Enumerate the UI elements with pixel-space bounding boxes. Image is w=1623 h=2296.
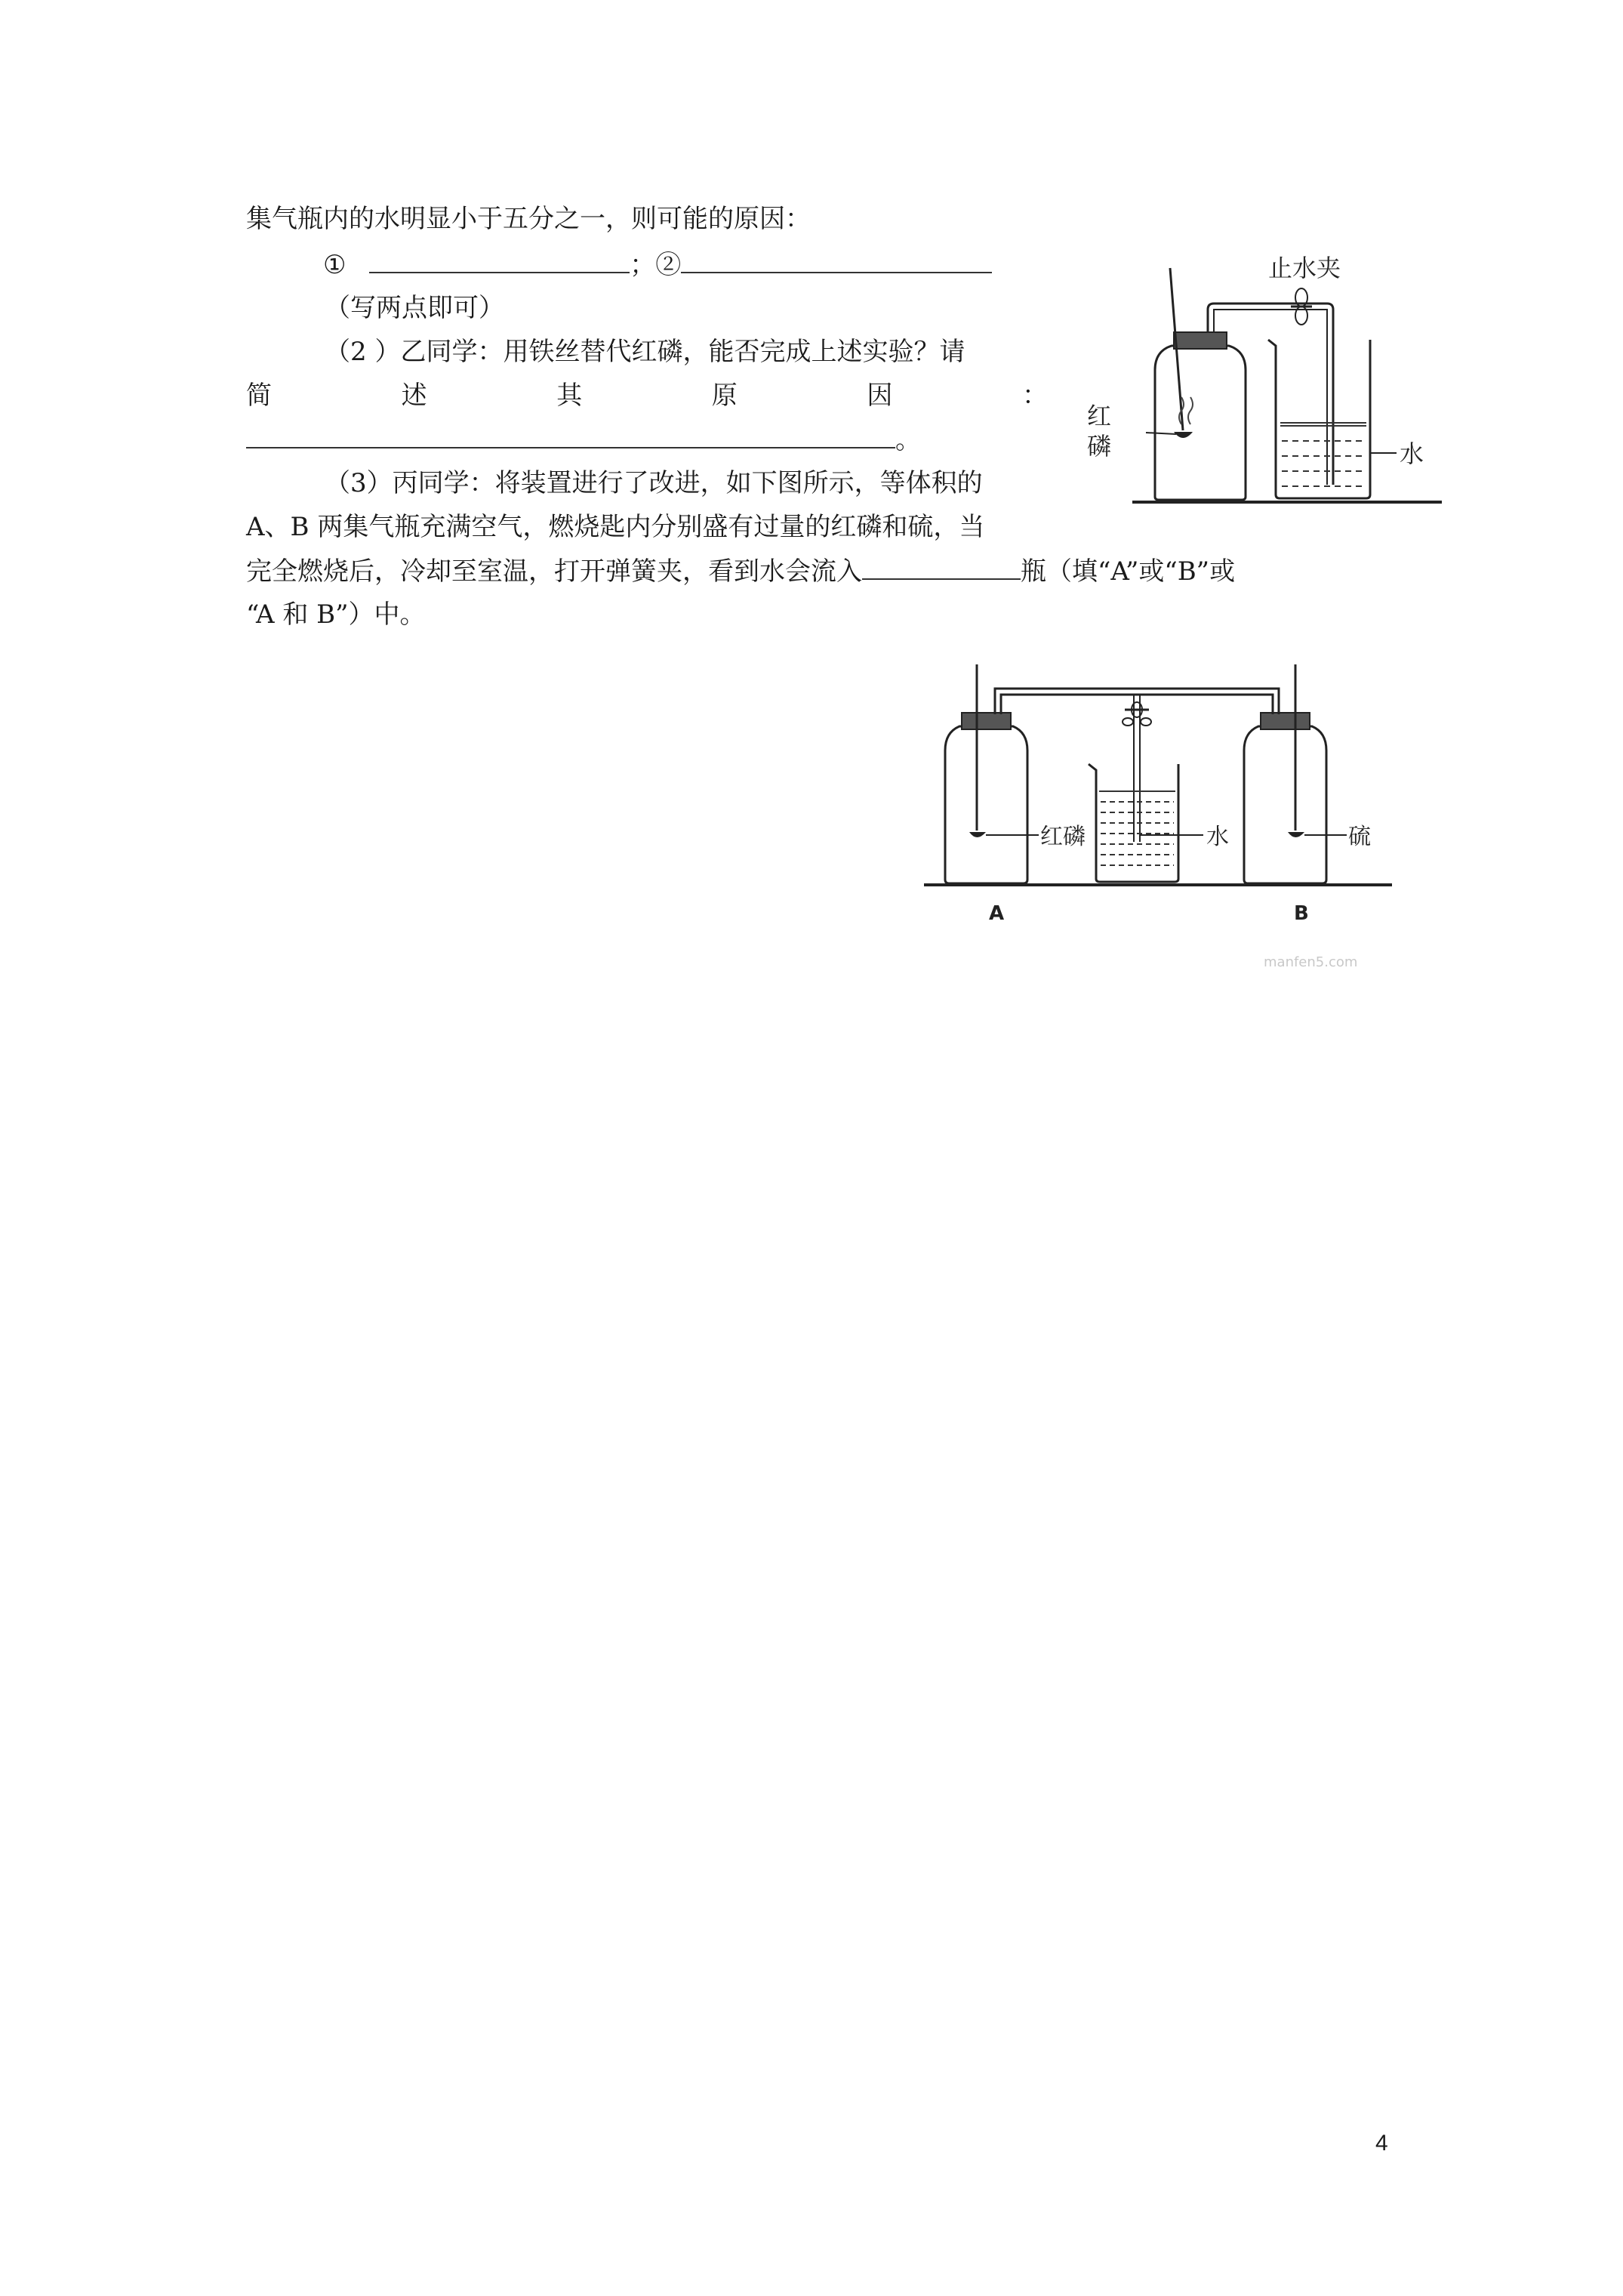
q3-line1: （3）丙同学：将装置进行了改进，如下图所示，等体积的 [325,468,983,498]
fig1-phos-label-1: 红 [1087,402,1112,430]
fig1-spoon [1174,432,1193,438]
q1-blanks-row [323,249,992,280]
fig1-tube-inner [1214,310,1327,485]
fig1-beaker [1268,340,1370,498]
q3-line4: “A 和 B”）中。 [246,599,426,630]
fig2-phos-label: 红磷 [1040,824,1086,850]
fig1-stopper [1174,332,1227,349]
q3-line3-tail: 瓶（填“A”或“B”或 [1021,556,1236,587]
q2-char: 原 [711,381,738,411]
q2-char: 其 [556,381,583,411]
q1-lead: 集气瓶内的水明显小于五分之一，则可能的原因： [246,204,811,234]
apparatus-figure-2 [924,649,1392,982]
q1-separator: ； [630,250,656,280]
q3-line3 [246,556,1235,587]
fig2-clip [1123,702,1151,726]
q1-circ2: ② [655,250,682,280]
q1-hint: （写两点即可） [325,293,504,323]
fig2-watermark: manfen5.com [1264,954,1358,970]
q2-spread-line [246,381,1048,411]
fig2-bottle-a [945,726,1027,883]
fig2-water [1099,791,1175,865]
fig2-bottle-b [1244,726,1326,883]
q2-char: 简 [246,381,272,411]
q3-line2: A、B 两集气瓶充满空气，燃烧匙内分别盛有过量的红磷和硫，当 [246,512,985,542]
fig1-water [1280,423,1366,486]
fig1-phos-label-2: 磷 [1087,432,1112,461]
apparatus-figure-1 [1087,249,1442,506]
fig2-bottle-a-label: A [989,902,1005,925]
fig1-water-label: 水 [1400,439,1424,468]
q2-char: 因 [867,381,893,411]
page-number: 4 [1375,2131,1388,2156]
fig2-water-label: 水 [1206,824,1229,850]
fig1-label-pointer [1146,433,1176,434]
q3-answer-blank[interactable] [862,556,1021,580]
fig1-bottle [1155,346,1246,500]
q2-answer-row [246,424,921,455]
fig1-tube [1208,304,1333,485]
fig1-clip [1291,288,1312,325]
fig1-clip-label: 止水夹 [1268,254,1341,282]
q2-answer-blank[interactable] [246,424,895,448]
fig2-stopper-b [1261,713,1310,729]
fig2-bottle-b-label: B [1294,902,1309,925]
q3-line3-text: 完全燃烧后，冷却至室温，打开弹簧夹，看到水会流入 [246,556,862,587]
fig2-stopper-a [962,713,1011,729]
q2-char: ： [1021,381,1048,411]
fig2-spoon-a [969,832,986,837]
q2-end: 。 [895,425,921,455]
fig2-sulfur-label: 硫 [1348,824,1371,850]
q1-circ1: ① [323,250,346,280]
q1-answer-blank-2[interactable] [681,249,992,273]
q2-text: （2 ）乙同学：用铁丝替代红磷，能否完成上述实验？请 [325,337,965,367]
fig2-spoon-b [1288,832,1304,837]
q2-char: 述 [401,381,427,411]
q1-answer-blank-1[interactable] [369,249,630,273]
